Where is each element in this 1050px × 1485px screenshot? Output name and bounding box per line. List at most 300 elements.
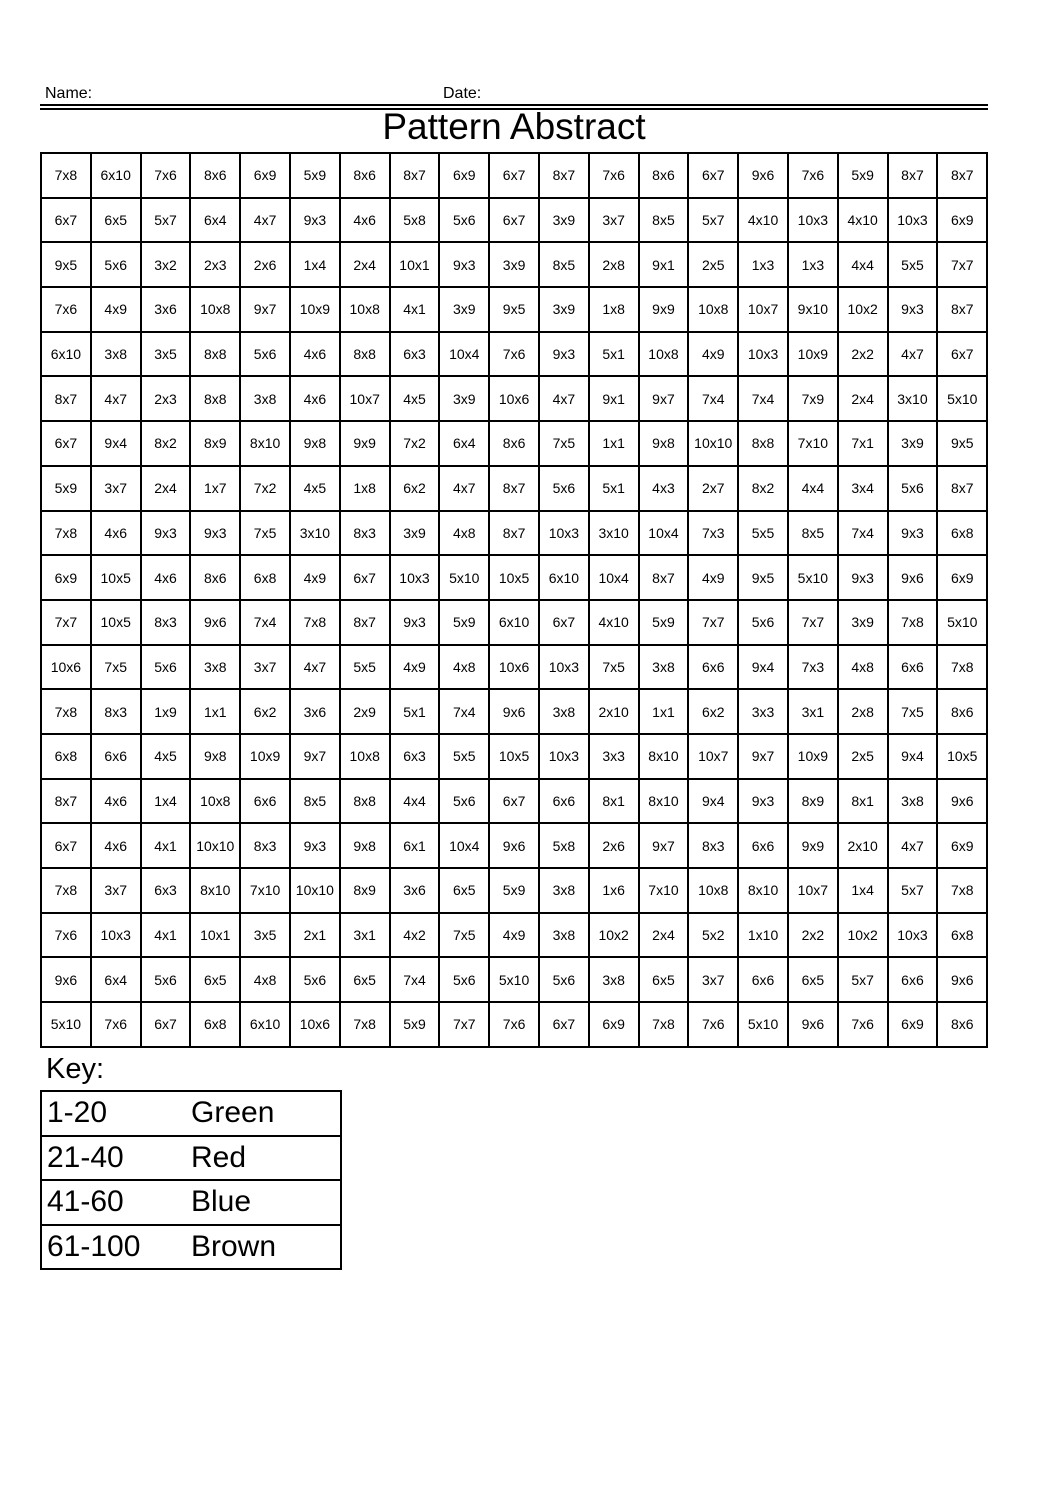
grid-cell: 5x7	[888, 868, 938, 913]
grid-row	[41, 466, 987, 511]
grid-cell: 7x6	[589, 153, 639, 198]
grid-cell: 5x10	[439, 555, 489, 600]
grid-cell: 5x8	[539, 823, 589, 868]
key-color: Red	[191, 1136, 341, 1181]
grid-cell: 10x4	[439, 823, 489, 868]
grid-cell: 6x10	[489, 600, 539, 645]
grid-cell: 10x8	[340, 287, 390, 332]
grid-cell: 5x6	[439, 198, 489, 243]
grid-cell: 3x7	[589, 198, 639, 243]
grid-cell: 10x5	[489, 734, 539, 779]
grid-cell: 5x5	[738, 511, 788, 556]
grid-cell: 4x5	[390, 376, 440, 421]
grid-cell: 6x4	[439, 421, 489, 466]
grid-cell: 9x6	[489, 823, 539, 868]
grid-cell: 7x5	[91, 645, 141, 690]
grid-cell: 9x6	[41, 957, 91, 1002]
grid-cell: 7x2	[390, 421, 440, 466]
grid-cell: 10x4	[439, 332, 489, 377]
grid-cell: 6x2	[240, 689, 290, 734]
grid-cell: 8x5	[639, 198, 689, 243]
grid-cell: 4x9	[688, 555, 738, 600]
grid-cell: 9x6	[788, 1002, 838, 1047]
grid-cell: 10x8	[639, 332, 689, 377]
grid-row	[41, 600, 987, 645]
grid-cell: 6x9	[589, 1002, 639, 1047]
grid-cell: 4x8	[240, 957, 290, 1002]
grid-cell: 3x2	[141, 242, 191, 287]
grid-cell: 6x5	[340, 957, 390, 1002]
grid-cell: 8x5	[788, 511, 838, 556]
grid-cell: 8x6	[639, 153, 689, 198]
grid-cell: 3x9	[539, 287, 589, 332]
key-title: Key:	[46, 1053, 105, 1085]
grid-cell: 9x10	[788, 287, 838, 332]
grid-cell: 5x7	[838, 957, 888, 1002]
grid-cell: 9x4	[888, 734, 938, 779]
grid-cell: 10x10	[190, 823, 240, 868]
grid-cell: 9x9	[340, 421, 390, 466]
grid-cell: 4x10	[738, 198, 788, 243]
grid-cell: 4x1	[390, 287, 440, 332]
grid-cell: 3x8	[539, 689, 589, 734]
grid-cell: 9x8	[340, 823, 390, 868]
grid-cell: 7x5	[240, 511, 290, 556]
grid-cell: 6x7	[340, 555, 390, 600]
grid-cell: 9x3	[290, 198, 340, 243]
grid-row	[41, 421, 987, 466]
grid-row	[41, 332, 987, 377]
grid-cell: 10x8	[688, 868, 738, 913]
grid-cell: 8x6	[489, 421, 539, 466]
grid-cell: 7x6	[838, 1002, 888, 1047]
grid-cell: 1x4	[838, 868, 888, 913]
grid-cell: 6x7	[41, 198, 91, 243]
grid-row	[41, 734, 987, 779]
grid-cell: 6x5	[439, 868, 489, 913]
grid-cell: 5x5	[439, 734, 489, 779]
grid-cell: 2x4	[639, 913, 689, 958]
grid-cell: 9x7	[639, 823, 689, 868]
grid-cell: 4x10	[589, 600, 639, 645]
grid-cell: 2x4	[340, 242, 390, 287]
grid-cell: 5x9	[390, 1002, 440, 1047]
grid-cell: 6x9	[41, 555, 91, 600]
grid-cell: 8x7	[937, 287, 987, 332]
grid-cell: 3x3	[738, 689, 788, 734]
grid-cell: 8x7	[390, 153, 440, 198]
grid-cell: 3x1	[340, 913, 390, 958]
grid-cell: 7x6	[688, 1002, 738, 1047]
grid-cell: 3x6	[290, 689, 340, 734]
grid-cell: 4x5	[290, 466, 340, 511]
grid-cell: 3x9	[390, 511, 440, 556]
grid-cell: 5x6	[738, 600, 788, 645]
grid-cell: 9x3	[290, 823, 340, 868]
grid-cell: 6x6	[688, 645, 738, 690]
grid-cell: 6x9	[439, 153, 489, 198]
grid-cell: 9x7	[290, 734, 340, 779]
grid-cell: 2x8	[589, 242, 639, 287]
grid-cell: 8x6	[340, 153, 390, 198]
grid-cell: 4x4	[788, 466, 838, 511]
key-range: 21-40	[41, 1136, 191, 1181]
grid-cell: 2x7	[688, 466, 738, 511]
key-range: 61-100	[41, 1225, 191, 1270]
grid-cell: 5x2	[688, 913, 738, 958]
grid-cell: 6x7	[41, 421, 91, 466]
grid-cell: 8x8	[190, 332, 240, 377]
grid-cell: 8x8	[340, 779, 390, 824]
grid-cell: 3x4	[838, 466, 888, 511]
grid-row	[41, 645, 987, 690]
grid-cell: 5x9	[489, 868, 539, 913]
grid-cell: 7x3	[688, 511, 738, 556]
grid-cell: 1x8	[340, 466, 390, 511]
grid-cell: 3x8	[888, 779, 938, 824]
name-label: Name:	[45, 85, 93, 102]
grid-cell: 10x7	[738, 287, 788, 332]
grid-cell: 6x9	[937, 555, 987, 600]
grid-cell: 2x5	[688, 242, 738, 287]
grid-row	[41, 823, 987, 868]
grid-cell: 9x5	[937, 421, 987, 466]
grid-cell: 3x9	[489, 242, 539, 287]
grid-cell: 6x8	[190, 1002, 240, 1047]
grid-cell: 10x9	[290, 287, 340, 332]
grid-cell: 4x9	[290, 555, 340, 600]
grid-cell: 7x8	[41, 153, 91, 198]
grid-cell: 8x7	[41, 779, 91, 824]
grid-cell: 7x7	[439, 1002, 489, 1047]
grid-cell: 4x7	[290, 645, 340, 690]
grid-cell: 10x3	[539, 511, 589, 556]
grid-cell: 9x3	[141, 511, 191, 556]
grid-cell: 9x9	[639, 287, 689, 332]
grid-cell: 5x6	[91, 242, 141, 287]
grid-cell: 6x6	[240, 779, 290, 824]
grid-cell: 7x7	[688, 600, 738, 645]
grid-cell: 4x7	[888, 823, 938, 868]
grid-cell: 9x4	[91, 421, 141, 466]
grid-cell: 8x7	[937, 153, 987, 198]
grid-cell: 9x1	[589, 376, 639, 421]
grid-cell: 9x5	[738, 555, 788, 600]
grid-cell: 4x7	[888, 332, 938, 377]
grid-cell: 5x1	[589, 466, 639, 511]
grid-cell: 10x9	[788, 734, 838, 779]
grid-cell: 10x6	[489, 376, 539, 421]
grid-cell: 3x10	[589, 511, 639, 556]
grid-cell: 4x7	[240, 198, 290, 243]
grid-cell: 10x7	[688, 734, 738, 779]
grid-cell: 2x4	[838, 376, 888, 421]
grid-cell: 3x6	[141, 287, 191, 332]
grid-cell: 1x1	[190, 689, 240, 734]
grid-cell: 8x5	[539, 242, 589, 287]
grid-cell: 7x8	[888, 600, 938, 645]
grid-cell: 3x10	[888, 376, 938, 421]
grid-cell: 1x3	[738, 242, 788, 287]
grid-cell: 9x8	[190, 734, 240, 779]
grid-cell: 4x7	[91, 376, 141, 421]
grid-cell: 7x5	[439, 913, 489, 958]
grid-cell: 9x3	[888, 287, 938, 332]
grid-cell: 8x1	[838, 779, 888, 824]
grid-cell: 9x3	[539, 332, 589, 377]
grid-cell: 1x4	[290, 242, 340, 287]
grid-cell: 10x5	[91, 555, 141, 600]
grid-cell: 2x10	[589, 689, 639, 734]
grid-cell: 5x6	[439, 957, 489, 1002]
grid-cell: 7x3	[788, 645, 838, 690]
grid-cell: 8x7	[888, 153, 938, 198]
grid-cell: 8x8	[738, 421, 788, 466]
grid-cell: 6x10	[240, 1002, 290, 1047]
grid-cell: 10x6	[41, 645, 91, 690]
grid-cell: 5x5	[340, 645, 390, 690]
grid-cell: 8x3	[688, 823, 738, 868]
grid-cell: 7x10	[788, 421, 838, 466]
grid-cell: 9x3	[390, 600, 440, 645]
grid-cell: 4x7	[439, 466, 489, 511]
grid-cell: 10x8	[688, 287, 738, 332]
grid-cell: 7x5	[539, 421, 589, 466]
grid-cell: 7x10	[240, 868, 290, 913]
grid-cell: 10x2	[838, 913, 888, 958]
grid-cell: 9x3	[190, 511, 240, 556]
grid-cell: 8x1	[589, 779, 639, 824]
grid-cell: 10x9	[788, 332, 838, 377]
grid-cell: 4x6	[91, 779, 141, 824]
grid-cell: 4x8	[439, 645, 489, 690]
grid-cell: 8x9	[340, 868, 390, 913]
grid-cell: 4x8	[439, 511, 489, 556]
grid-cell: 10x6	[489, 645, 539, 690]
grid-cell: 1x6	[589, 868, 639, 913]
grid-cell: 9x3	[888, 511, 938, 556]
grid-cell: 4x9	[390, 645, 440, 690]
grid-cell: 6x9	[240, 153, 290, 198]
grid-cell: 1x3	[788, 242, 838, 287]
grid-cell: 2x10	[838, 823, 888, 868]
grid-row	[41, 287, 987, 332]
grid-cell: 4x7	[539, 376, 589, 421]
grid-cell: 2x2	[838, 332, 888, 377]
grid-cell: 6x4	[190, 198, 240, 243]
grid-row	[41, 689, 987, 734]
grid-cell: 5x6	[240, 332, 290, 377]
grid-cell: 5x10	[788, 555, 838, 600]
grid-cell: 8x10	[639, 734, 689, 779]
grid-cell: 10x3	[738, 332, 788, 377]
grid-cell: 6x9	[888, 1002, 938, 1047]
grid-cell: 8x3	[141, 600, 191, 645]
grid-cell: 6x7	[141, 1002, 191, 1047]
grid-cell: 3x9	[439, 287, 489, 332]
grid-cell: 3x3	[589, 734, 639, 779]
grid-cell: 9x4	[688, 779, 738, 824]
grid-cell: 3x1	[788, 689, 838, 734]
grid-cell: 5x9	[41, 466, 91, 511]
grid-cell: 10x1	[190, 913, 240, 958]
grid-cell: 3x8	[190, 645, 240, 690]
grid-cell: 4x1	[141, 913, 191, 958]
grid-cell: 7x6	[788, 153, 838, 198]
grid-cell: 5x5	[888, 242, 938, 287]
grid-cell: 6x6	[888, 957, 938, 1002]
grid-cell: 8x7	[41, 376, 91, 421]
grid-cell: 1x7	[190, 466, 240, 511]
grid-cell: 4x8	[838, 645, 888, 690]
grid-cell: 2x4	[141, 466, 191, 511]
grid-cell: 8x6	[190, 153, 240, 198]
grid-cell: 3x6	[390, 868, 440, 913]
grid-cell: 3x8	[91, 332, 141, 377]
grid-cell: 6x9	[937, 823, 987, 868]
grid-cell: 8x8	[190, 376, 240, 421]
key-range: 1-20	[41, 1091, 191, 1136]
grid-cell: 1x1	[589, 421, 639, 466]
grid-cell: 7x8	[937, 645, 987, 690]
grid-cell: 6x7	[937, 332, 987, 377]
grid-cell: 6x10	[539, 555, 589, 600]
grid-cell: 9x8	[290, 421, 340, 466]
grid-cell: 10x3	[888, 913, 938, 958]
grid-cell: 4x4	[838, 242, 888, 287]
grid-cell: 7x2	[240, 466, 290, 511]
grid-cell: 9x4	[738, 645, 788, 690]
grid-row	[41, 153, 987, 198]
grid-cell: 9x1	[639, 242, 689, 287]
grid-cell: 9x6	[190, 600, 240, 645]
grid-cell: 8x7	[489, 466, 539, 511]
grid-cell: 2x2	[788, 913, 838, 958]
grid-cell: 6x10	[41, 332, 91, 377]
grid-cell: 6x7	[41, 823, 91, 868]
grid-cell: 5x6	[888, 466, 938, 511]
grid-cell: 5x10	[738, 1002, 788, 1047]
grid-cell: 7x6	[41, 913, 91, 958]
grid-cell: 8x10	[190, 868, 240, 913]
grid-cell: 8x7	[639, 555, 689, 600]
grid-cell: 7x4	[390, 957, 440, 1002]
grid-cell: 10x3	[539, 645, 589, 690]
grid-cell: 8x10	[738, 868, 788, 913]
grid-cell: 9x6	[937, 957, 987, 1002]
grid-cell: 7x8	[937, 868, 987, 913]
grid-cell: 6x5	[788, 957, 838, 1002]
grid-cell: 10x8	[190, 287, 240, 332]
grid-cell: 9x3	[838, 555, 888, 600]
grid-cell: 7x8	[639, 1002, 689, 1047]
grid-cell: 9x5	[41, 242, 91, 287]
grid-cell: 8x6	[937, 1002, 987, 1047]
grid-cell: 6x5	[91, 198, 141, 243]
grid-cell: 10x5	[937, 734, 987, 779]
grid-cell: 1x4	[141, 779, 191, 824]
grid-cell: 3x9	[439, 376, 489, 421]
grid-cell: 4x9	[91, 287, 141, 332]
grid-cell: 6x7	[539, 1002, 589, 1047]
grid-cell: 8x9	[190, 421, 240, 466]
grid-cell: 5x10	[489, 957, 539, 1002]
grid-cell: 3x8	[539, 868, 589, 913]
grid-cell: 10x3	[91, 913, 141, 958]
grid-cell: 6x7	[489, 153, 539, 198]
grid-cell: 6x8	[41, 734, 91, 779]
grid-cell: 6x7	[539, 600, 589, 645]
grid-cell: 5x6	[290, 957, 340, 1002]
grid-row	[41, 555, 987, 600]
grid-cell: 9x8	[639, 421, 689, 466]
grid-cell: 6x8	[937, 913, 987, 958]
grid-cell: 6x7	[489, 779, 539, 824]
grid-cell: 8x7	[539, 153, 589, 198]
grid-cell: 4x6	[91, 823, 141, 868]
grid-cell: 7x4	[439, 689, 489, 734]
grid-cell: 2x6	[240, 242, 290, 287]
grid-cell: 5x8	[390, 198, 440, 243]
grid-cell: 5x10	[937, 600, 987, 645]
grid-cell: 9x3	[439, 242, 489, 287]
grid-cell: 10x1	[390, 242, 440, 287]
grid-cell: 3x8	[539, 913, 589, 958]
grid-cell: 7x6	[489, 332, 539, 377]
grid-cell: 10x8	[190, 779, 240, 824]
grid-cell: 7x8	[41, 868, 91, 913]
grid-row	[41, 511, 987, 556]
grid-cell: 3x7	[91, 466, 141, 511]
grid-row	[41, 868, 987, 913]
grid-cell: 6x1	[390, 823, 440, 868]
grid-cell: 5x10	[41, 1002, 91, 1047]
color-key-table	[40, 1090, 342, 1270]
grid-cell: 7x8	[340, 1002, 390, 1047]
grid-cell: 6x4	[91, 957, 141, 1002]
grid-cell: 4x2	[390, 913, 440, 958]
grid-row	[41, 376, 987, 421]
grid-cell: 8x7	[937, 466, 987, 511]
grid-cell: 6x7	[489, 198, 539, 243]
grid-cell: 5x6	[539, 957, 589, 1002]
grid-cell: 7x8	[41, 511, 91, 556]
grid-cell: 7x7	[937, 242, 987, 287]
grid-cell: 3x7	[688, 957, 738, 1002]
grid-cell: 7x7	[41, 600, 91, 645]
grid-cell: 6x7	[688, 153, 738, 198]
grid-row	[41, 957, 987, 1002]
grid-cell: 6x3	[141, 868, 191, 913]
grid-cell: 10x8	[340, 734, 390, 779]
grid-cell: 7x8	[290, 600, 340, 645]
grid-cell: 6x6	[738, 823, 788, 868]
grid-cell: 1x10	[738, 913, 788, 958]
grid-cell: 4x9	[489, 913, 539, 958]
grid-cell: 8x7	[489, 511, 539, 556]
key-range: 41-60	[41, 1180, 191, 1225]
grid-cell: 6x6	[539, 779, 589, 824]
grid-cell: 4x6	[290, 376, 340, 421]
grid-cell: 4x6	[290, 332, 340, 377]
grid-cell: 10x10	[688, 421, 738, 466]
grid-cell: 7x4	[688, 376, 738, 421]
key-color: Brown	[191, 1225, 341, 1270]
grid-cell: 2x1	[290, 913, 340, 958]
grid-cell: 2x5	[838, 734, 888, 779]
grid-cell: 7x4	[240, 600, 290, 645]
grid-cell: 2x8	[838, 689, 888, 734]
